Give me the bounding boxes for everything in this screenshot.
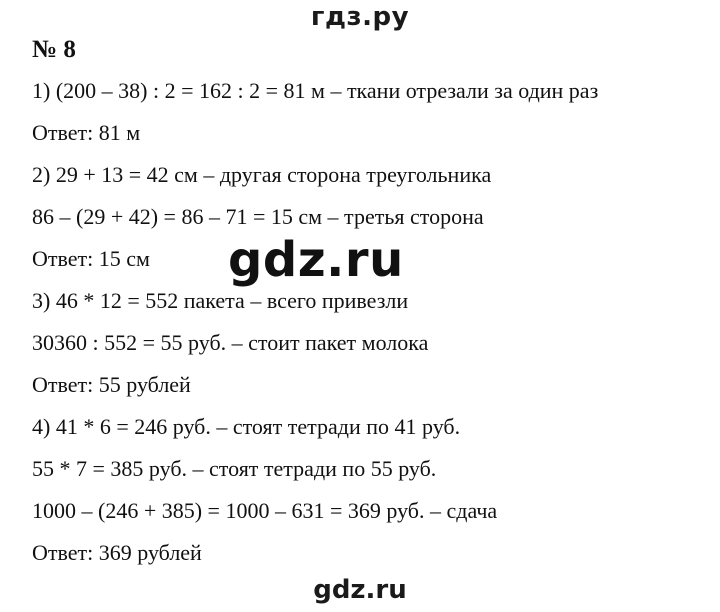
solution-line-8: 1000 – (246 + 385) = 1000 – 631 = 369 руб. – сдача [32, 498, 498, 523]
watermark-bottom: gdz.ru [313, 575, 407, 605]
solution-line-4: 3) 46 * 12 = 552 пакета – всего привезли [32, 288, 409, 313]
answer-line-4: Ответ: 369 рублей [32, 540, 202, 565]
site-title: гдз.ру [310, 2, 410, 32]
solution-line-2: 2) 29 + 13 = 42 см – другая сторона треугольника [32, 162, 492, 187]
solution-line-7: 55 * 7 = 385 руб. – стоят тетради по 55 руб. [32, 456, 437, 481]
answer-line-1: Ответ: 81 м [32, 120, 141, 145]
solution-line-5: 30360 : 552 = 55 руб. – стоит пакет молока [32, 330, 429, 355]
solution-line-1: 1) (200 – 38) : 2 = 162 : 2 = 81 м – ткани отрезали за один раз [32, 78, 599, 103]
answer-line-3: Ответ: 55 рублей [32, 372, 191, 397]
solution-line-3: 86 – (29 + 42) = 86 – 71 = 15 см – третья сторона [32, 204, 484, 229]
task-number: № 8 [32, 36, 76, 63]
watermark-middle: gdz.ru [228, 232, 404, 288]
solution-line-6: 4) 41 * 6 = 246 руб. – стоят тетради по 41 руб. [32, 414, 461, 439]
answer-line-2: Ответ: 15 см [32, 246, 150, 271]
